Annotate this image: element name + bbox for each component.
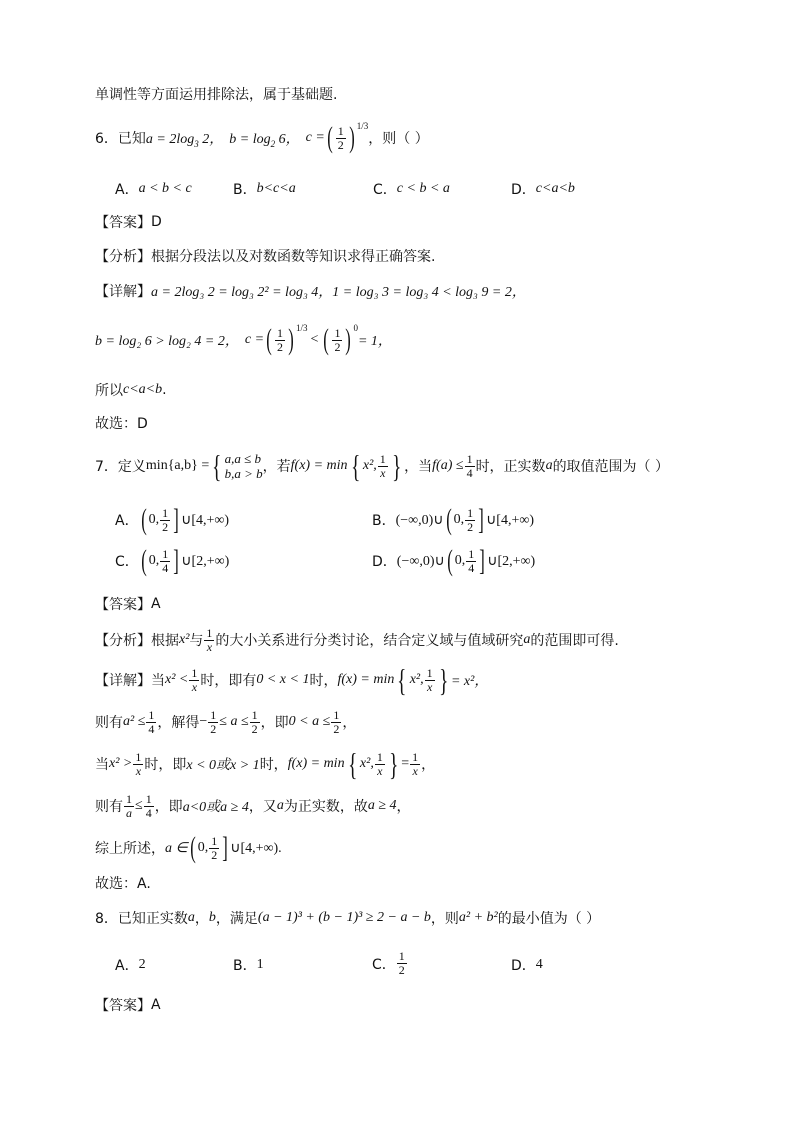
q7-answer: 【答案】 A	[95, 596, 161, 613]
q7-analysis: 【分析】 根据 x² 与 $\frac{1}{x}$ 的大小关系进行分类讨论，结合定义域与值域研究 a 的范围即可得.	[95, 625, 619, 654]
q7-stem: 7．定义 min{a,b} = { a,a ≤ b b,a > b ，若 f(x) = min { x², $\frac{1}{x}$ } ，当 f(a) ≤ $\frac{1}{4}$ 时，正实数 a 的取值范围为（ ）	[95, 448, 670, 484]
q8-answer: 【答案】 A	[95, 997, 161, 1014]
q6-option-b: B． b<c<a	[233, 181, 296, 198]
q6-a-expr: $a = 2\log_3$ 2，	[145, 131, 224, 149]
q7-detail-5: 综上所述， a ∈ ( 0, $\frac{1}{2}$ ] ∪[4,+∞).	[95, 831, 282, 864]
q8-option-a: A． 2	[115, 957, 146, 974]
q7-detail-3: 当 x² > $\frac{1}{x}$ 时，即 x < 0或x > 1 时， f(x) = min { x², $\frac{1}{x}$ } = $\frac{1}{x}$ ，	[95, 746, 436, 782]
q6-detail-2: b = log₂ 6 > log₂ 4 = 2， c = ( $\frac{1}{2}$ ) 1/3 < ( $\frac{1}{2}$ ) 0 = 1，	[95, 323, 392, 356]
q7-option-a: A． ( 0, $\frac{1}{2}$ ] ∪[4,+∞)	[115, 503, 230, 536]
q8-option-b: B． 1	[233, 957, 264, 974]
q6-option-d: D． c<a<b	[511, 181, 575, 198]
q6-stem: 6．已知 $a = 2\log_3$ 2， $b = \log_2 6$， c = ( $\frac{1}{2}$ ) 1/3 ，则（ ）	[95, 121, 429, 154]
q7-choice: 故选：A.	[95, 876, 151, 892]
q6-b-expr: $b = \log_2 6$，	[229, 131, 300, 149]
q7-option-c: C． ( 0, $\frac{1}{4}$ ] ∪[2,+∞)	[115, 544, 230, 577]
q7-detail-2: 则有 a² ≤ $\frac{1}{4}$ ，解得 − $\frac{1}{2}$ ≤ a ≤ $\frac{1}{2}$ ，即 0 < a ≤ $\frac{1}{2}$ ，	[95, 707, 357, 736]
q7-option-b: B． (−∞,0)∪ ( 0, $\frac{1}{2}$ ] ∪[4,+∞)	[372, 503, 535, 536]
q8-option-d: D． 4	[511, 957, 543, 974]
q6-analysis: 【分析】 根据分段法以及对数函数等知识求得正确答案.	[95, 249, 436, 265]
q6-option-a: A． a < b < c	[115, 181, 192, 198]
q7-piecewise: a,a ≤ b b,a > b	[224, 451, 263, 481]
q6-option-c: C． c < b < a	[373, 181, 450, 198]
intro-line: 单调性等方面运用排除法，属于基础题.	[95, 87, 338, 103]
q8-stem: 8．已知正实数 a ， b ，满足 (a − 1)³ + (b − 1)³ ≥ 2 − a − b ，则 a² + b² 的最小值为（ ）	[95, 910, 601, 927]
q7-option-d: D． (−∞,0)∪ ( 0, $\frac{1}{4}$ ] ∪[2,+∞)	[372, 544, 536, 577]
q7-detail-1: 【详解】 当 x² < $\frac{1}{x}$ 时，即有 0 < x < 1 时， f(x) = min { x², $\frac{1}{x}$ } = x²，	[95, 662, 489, 698]
q6-detail-1: 【详解】 a = 2log₃ 2 = log₃ 2² = log₃ 4，1 = log₃ 3 = log₃ 4 < log₃ 9 = 2，	[95, 284, 526, 300]
q6-c-exponent: 1/3	[356, 121, 369, 131]
q7-detail-4: 则有 $\frac{1}{a}$ ≤ $\frac{1}{4}$ ，即 a<0或a ≥ 4 ，又 a 为正实数，故 a ≥ 4 ，	[95, 791, 411, 820]
q6-conclusion: 所以 c<a<b .	[95, 382, 167, 399]
q8-option-c: C． $\frac{1}{2}$	[372, 949, 405, 977]
q6-answer: 【答案】 D	[95, 214, 162, 231]
q6-half-fraction: $\frac{1}{2}$	[337, 123, 344, 152]
q6-c-expr: c =	[305, 130, 325, 145]
q6-choice: 故选：D	[95, 416, 148, 432]
